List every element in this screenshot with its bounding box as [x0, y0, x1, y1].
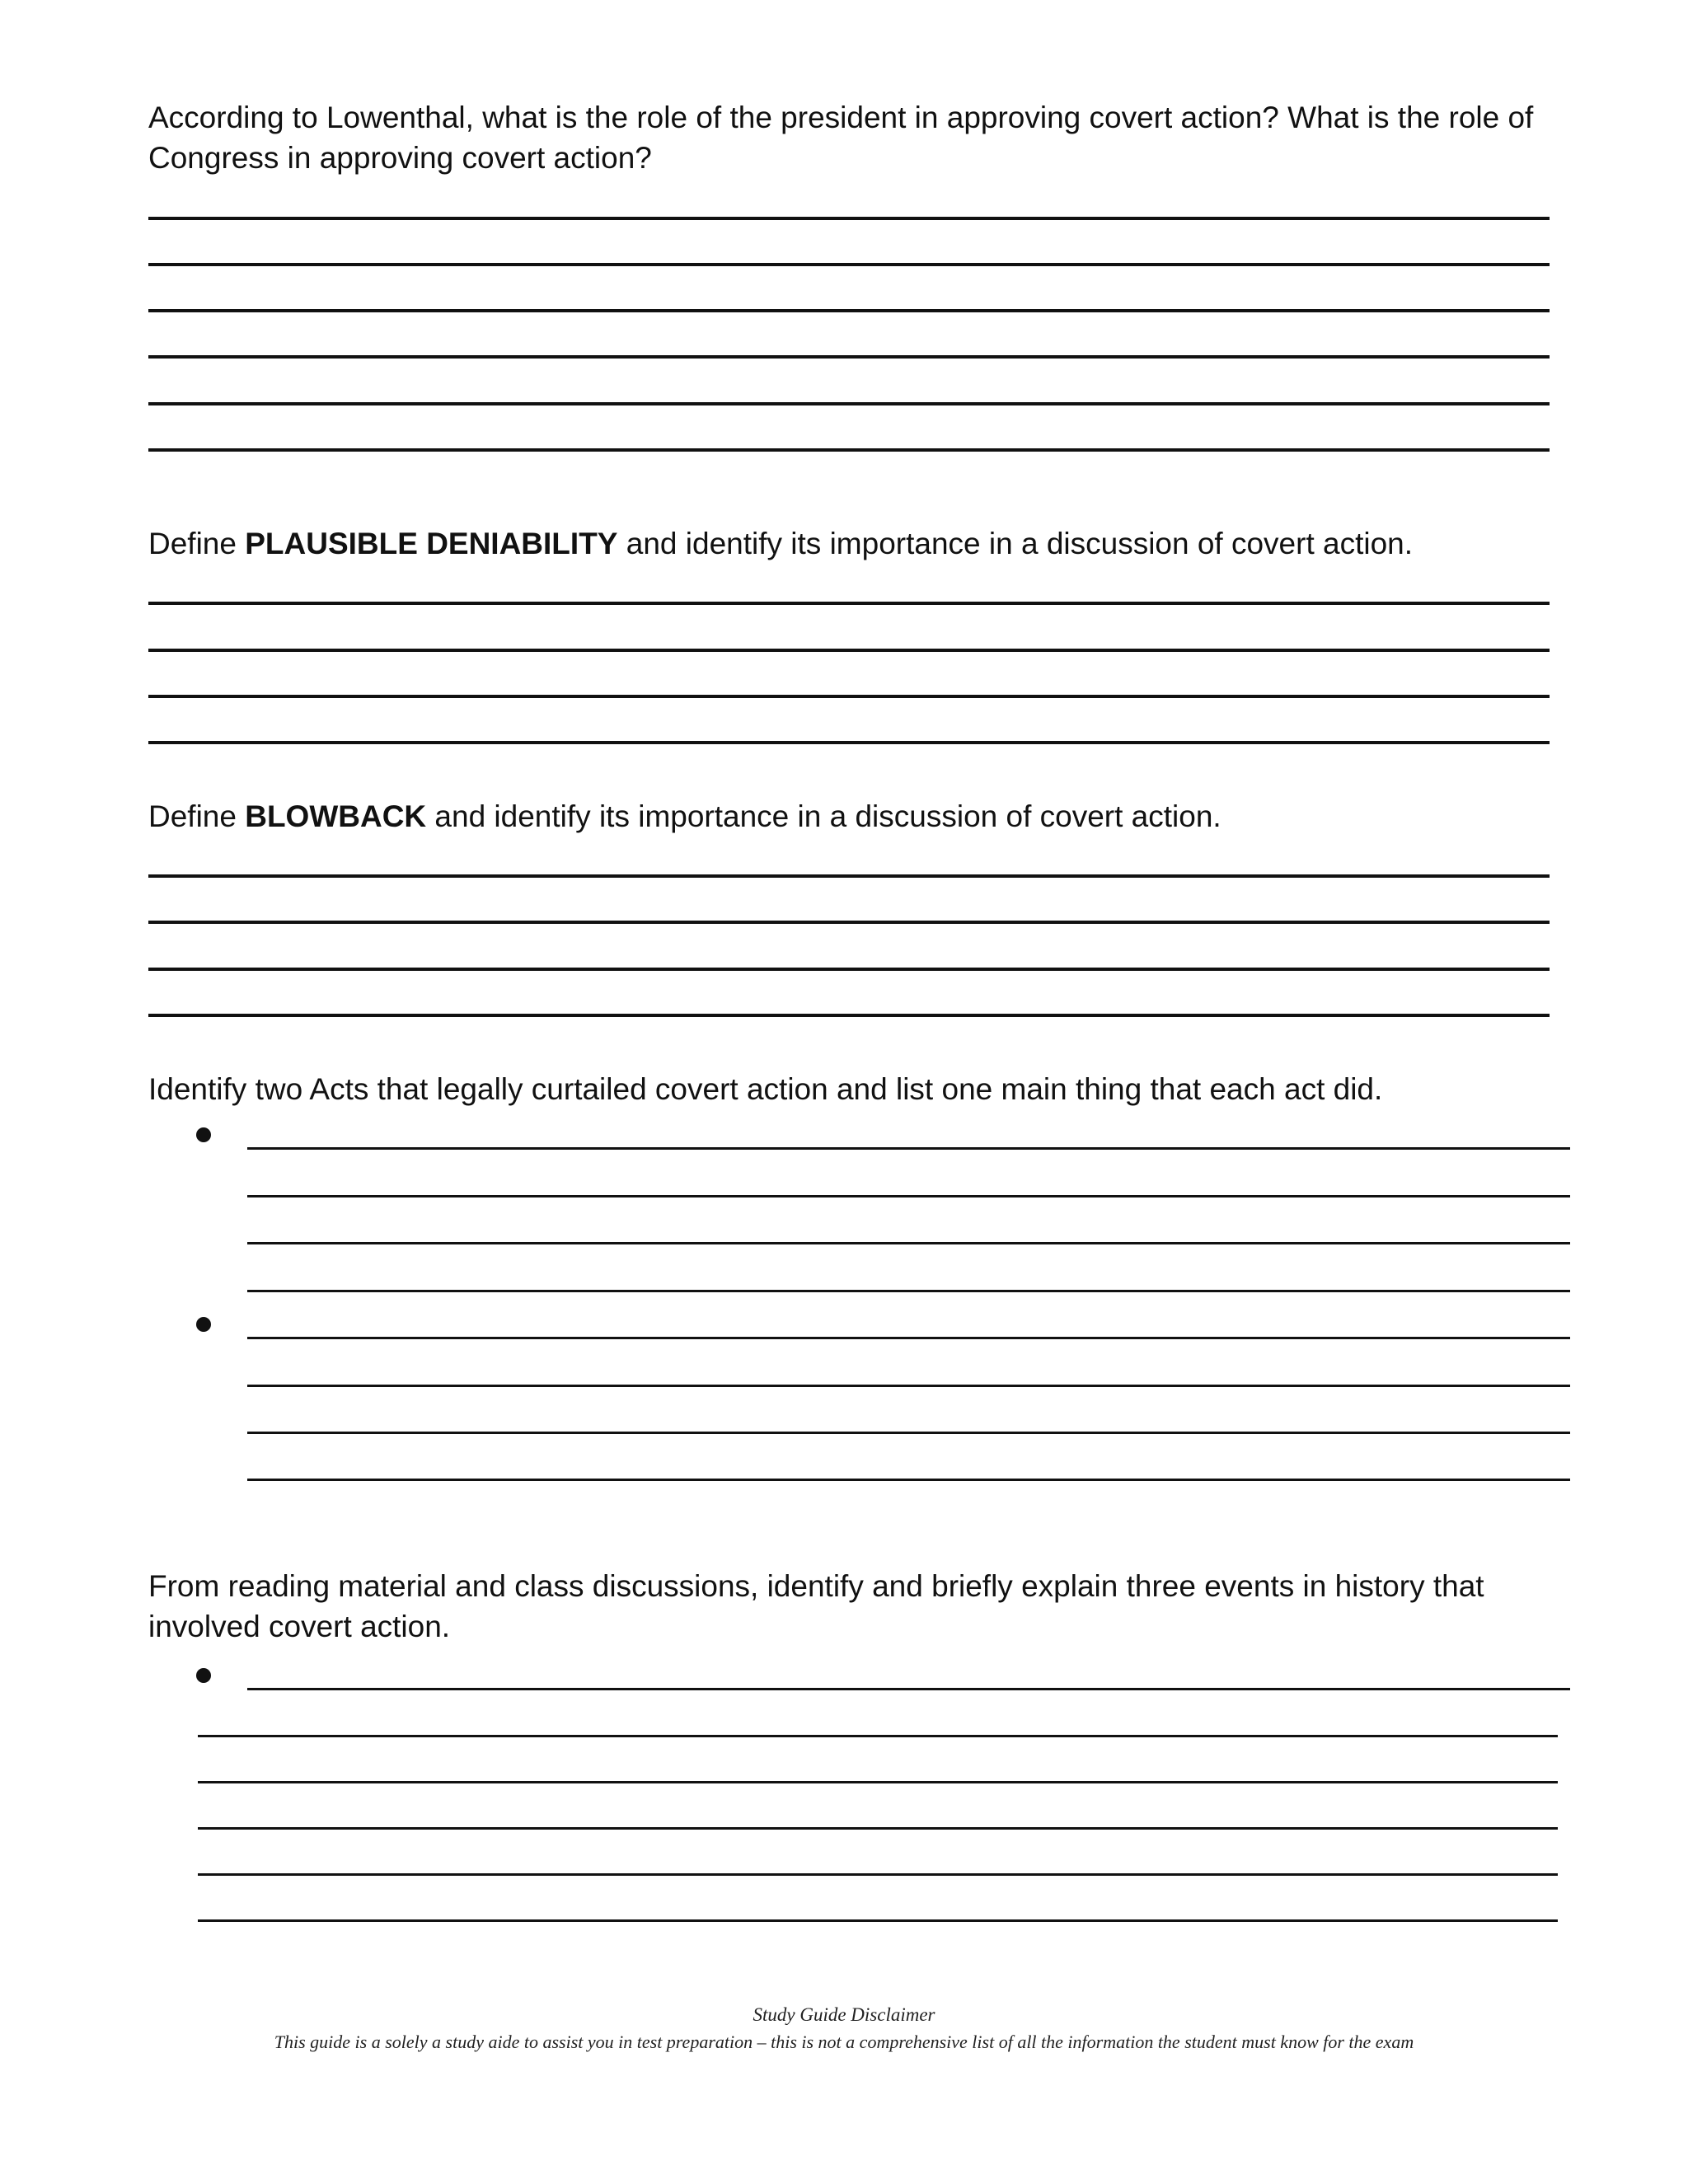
- answer-line[interactable]: [198, 1735, 1558, 1737]
- answer-line[interactable]: [148, 968, 1550, 971]
- bullet-1: [196, 1127, 211, 1142]
- question-2-suffix: and identify its importance in a discussion of covert action.: [617, 527, 1414, 560]
- disclaimer-text: This guide is a solely a study aide to assist you in test preparation – this is not a comprehensive list of all the information the student must know for the exam: [274, 2032, 1414, 2052]
- term-blowback: BLOWBACK: [245, 799, 427, 833]
- answer-line[interactable]: [247, 1688, 1570, 1690]
- question-3: [148, 796, 1566, 837]
- question-3-suffix: and identify its importance in a discussion of covert action.: [426, 799, 1221, 833]
- term-plausible-deniability: PLAUSIBLE DENIABILITY: [245, 527, 618, 560]
- question-5: From reading material and class discussions, identify and briefly explain three events in history that involved covert action.: [148, 1569, 1484, 1643]
- answer-line[interactable]: [148, 217, 1550, 220]
- answer-line[interactable]: [247, 1479, 1570, 1481]
- answer-line[interactable]: [247, 1147, 1570, 1150]
- answer-line[interactable]: [148, 921, 1550, 924]
- answer-line[interactable]: [198, 1919, 1558, 1922]
- question-3-prefix: Define: [148, 799, 246, 833]
- answer-line[interactable]: [148, 1014, 1550, 1017]
- answer-line[interactable]: [198, 1781, 1558, 1783]
- bullet-3: [196, 1668, 211, 1683]
- answer-line[interactable]: [148, 309, 1550, 312]
- answer-line[interactable]: [198, 1873, 1558, 1876]
- answer-line[interactable]: [148, 649, 1550, 652]
- disclaimer-title: Study Guide Disclaimer: [753, 2004, 935, 2025]
- answer-line[interactable]: [148, 602, 1550, 605]
- answer-line[interactable]: [148, 874, 1550, 878]
- answer-line[interactable]: [247, 1337, 1570, 1339]
- question-2-prefix: Define: [148, 527, 246, 560]
- answer-line[interactable]: [198, 1827, 1558, 1830]
- bullet-2: [196, 1317, 211, 1332]
- answer-line[interactable]: [247, 1432, 1570, 1434]
- answer-line[interactable]: [148, 448, 1550, 452]
- question-1: According to Lowenthal, what is the role of the president in approving covert action? What is the role of Congress in approving covert action?: [148, 101, 1534, 175]
- answer-line[interactable]: [148, 355, 1550, 359]
- answer-line[interactable]: [247, 1290, 1570, 1292]
- answer-line[interactable]: [247, 1195, 1570, 1197]
- question-4: Identify two Acts that legally curtailed covert action and list one main thing that each act did.: [148, 1072, 1383, 1106]
- answer-line[interactable]: [148, 695, 1550, 698]
- question-2: [148, 523, 1566, 564]
- answer-line[interactable]: [247, 1242, 1570, 1244]
- answer-line[interactable]: [148, 263, 1550, 266]
- answer-line[interactable]: [148, 741, 1550, 744]
- answer-line[interactable]: [247, 1385, 1570, 1387]
- answer-line[interactable]: [148, 402, 1550, 405]
